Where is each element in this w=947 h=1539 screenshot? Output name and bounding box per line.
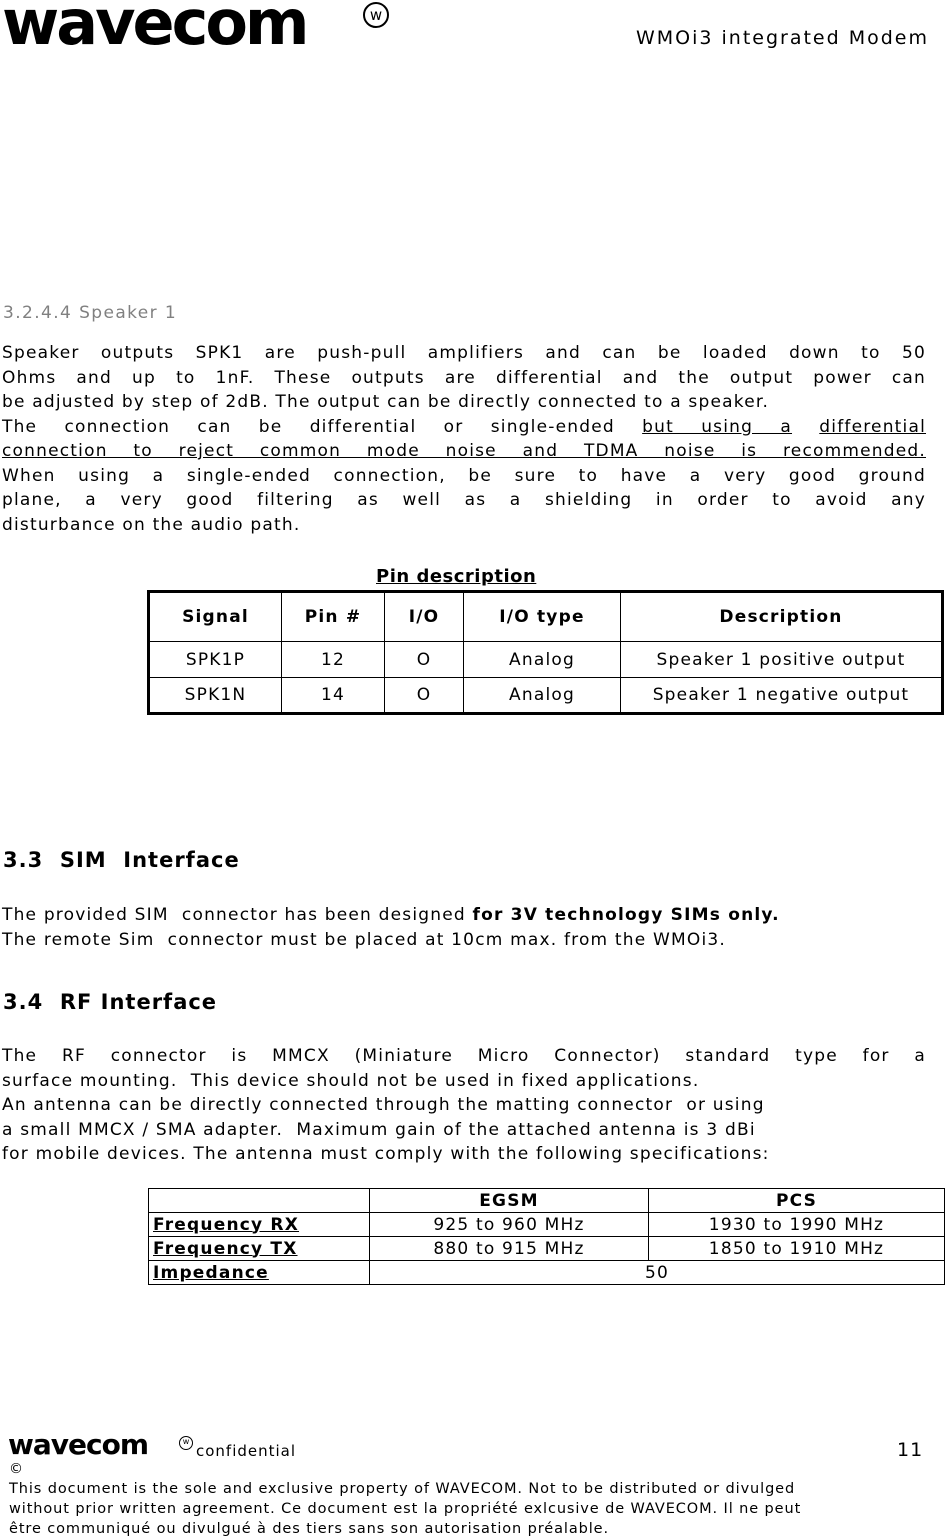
table-cell: 50 (370, 1261, 945, 1285)
table-cell: 925 to 960 MHz (370, 1213, 649, 1237)
table-cell: Speaker 1 positive output (621, 642, 943, 678)
table-cell: 12 (282, 642, 385, 678)
speaker-line4-underline-b: differential (819, 416, 927, 437)
table-header-row (149, 1189, 945, 1213)
speaker-line: Ohms and up to 1nF. These outputs are differential and the output power can (2, 367, 926, 388)
table-row (149, 1261, 945, 1285)
rf-line: The RF connector is MMCX (Miniature Micro Connector) standard type for a (2, 1046, 926, 1066)
rf-paragraph (2, 1044, 926, 1167)
table-row (149, 642, 943, 678)
table-cell: Analog (464, 642, 621, 678)
page-number: 11 (897, 1439, 924, 1461)
speaker-line: plane, a very good filtering as well as a shielding in order to avoid any (2, 490, 926, 510)
speaker-heading: 3.2.4.4 Speaker 1 (3, 303, 178, 323)
sim-line1-plain: The provided SIM connector has been designed (2, 905, 473, 925)
speaker-line (2, 415, 926, 440)
footer-notice-line: This document is the sole and exclusive property of WAVECOM. Not to be distributed or divulged (9, 1481, 796, 1497)
table-cell: O (385, 642, 464, 678)
sim-heading: 3.3 SIM Interface (3, 848, 240, 872)
speaker-line4-plain: The connection can be differential or single-ended (2, 416, 615, 437)
speaker-line: disturbance on the audio path. (2, 514, 301, 535)
table-header-cell: PCS (649, 1189, 945, 1213)
footer-confidential: confidential (196, 1442, 297, 1460)
table-cell: SPK1N (149, 678, 282, 714)
table-cell: 1850 to 1910 MHz (649, 1237, 945, 1261)
rf-line: a small MMCX / SMA adapter. Maximum gain of the attached antenna is 3 dBi (2, 1119, 756, 1140)
rf-line: for mobile devices. The antenna must comply with the following specifications: (2, 1144, 770, 1164)
table-header-cell: I/O type (464, 592, 621, 642)
speaker-line4-underline-a: but using a (642, 416, 793, 437)
speaker-line: Speaker outputs SPK1 are push-pull amplifiers and can be loaded down to 50 (2, 343, 926, 363)
table-header-cell (149, 1189, 370, 1213)
table-header-row (149, 592, 943, 642)
footer-copyright: © (9, 1461, 23, 1477)
header-logo (2, 0, 392, 59)
doc-title: WMOi3 integrated Modem (635, 27, 929, 49)
table-row-label: Frequency RX (149, 1213, 370, 1237)
table-header-cell: Pin # (282, 592, 385, 642)
table-header-cell: Signal (149, 592, 282, 642)
table-header-cell: EGSM (370, 1189, 649, 1213)
table-row (149, 678, 943, 714)
table-cell: Speaker 1 negative output (621, 678, 943, 714)
rf-heading: 3.4 RF Interface (3, 990, 218, 1014)
header-logo-mark-icon: w (363, 2, 389, 28)
footer-logo-mark-icon: w (179, 1436, 193, 1450)
rf-line: An antenna can be directly connected through the matting connector or using (2, 1095, 765, 1115)
footer-logo-text: wavecom (8, 1428, 149, 1461)
speaker-paragraph (2, 341, 926, 537)
header-logo-text: wavecom (2, 0, 307, 59)
sim-line: The remote Sim connector must be placed at 10cm max. from the WMOi3. (2, 929, 727, 950)
table-cell: 1930 to 1990 MHz (649, 1213, 945, 1237)
pin-table-caption: Pin description (376, 566, 537, 587)
rf-specs-table (148, 1188, 945, 1285)
table-row (149, 1213, 945, 1237)
table-row (149, 1237, 945, 1261)
footer-notice (9, 1479, 939, 1539)
table-row-label: Impedance (149, 1261, 370, 1285)
sim-paragraph (2, 903, 932, 952)
table-header-cell: I/O (385, 592, 464, 642)
table-cell: 14 (282, 678, 385, 714)
table-header-cell: Description (621, 592, 943, 642)
speaker-line-underlined: connection to reject common mode noise and TDMA noise is recommended. (2, 441, 926, 461)
table-cell: SPK1P (149, 642, 282, 678)
sim-line (2, 903, 932, 928)
footer-notice-line: without prior written agreement. Ce document est la propriété exlcusive de WAVECOM. Il ne peut (9, 1501, 802, 1517)
table-cell: O (385, 678, 464, 714)
rf-line: surface mounting. This device should not be used in fixed applications. (2, 1070, 700, 1091)
speaker-line: be adjusted by step of 2dB. The output can be directly connected to a speaker. (2, 392, 770, 412)
table-cell: Analog (464, 678, 621, 714)
pin-description-table (147, 590, 944, 715)
sim-line1-bold: for 3V technology SIMs only. (472, 905, 780, 925)
footer-logo (8, 1428, 198, 1464)
footer-notice-line: être communiqué ou divulgué à des tiers sans son autorisation préalable. (9, 1521, 609, 1537)
table-cell: 880 to 915 MHz (370, 1237, 649, 1261)
speaker-line: When using a single-ended connection, be sure to have a very good ground (2, 465, 926, 486)
table-row-label: Frequency TX (149, 1237, 370, 1261)
